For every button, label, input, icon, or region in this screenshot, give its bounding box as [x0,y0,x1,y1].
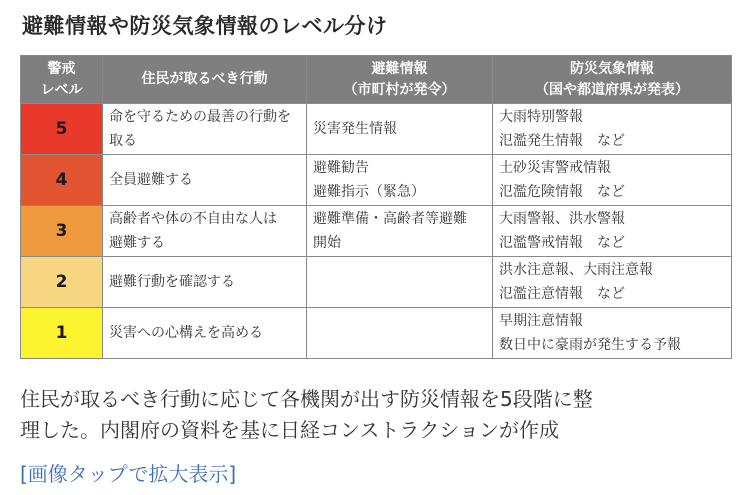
table-row-level-4 [21,155,732,206]
weather-info-line: 氾濫注意情報 など [499,286,625,302]
caption-line: 理した。内閣府の資料を基に日経コンストラクションが作成 [20,418,559,442]
evacuation-info-line: 開始 [313,235,341,251]
tap-to-enlarge-link[interactable]: [画像タップで拡大表示] [20,462,237,486]
figure-caption [20,384,732,446]
evacuation-info-line: 避難勧告 [313,160,369,176]
action-line: 命を守るための最善の行動を [109,109,291,125]
weather-info-line: 大雨特別警報 [499,109,583,125]
table-row-level-5 [21,104,732,155]
weather-info-cell [493,155,732,206]
evacuation-info-line: 災害発生情報 [313,121,397,137]
table-row-level-2 [21,257,732,308]
evacuation-info-line: 避難指示（緊急） [313,184,425,200]
header-evacuation-info-line1: 避難情報 [371,60,428,77]
level-5-cell: 5 [21,104,103,155]
action-cell [103,308,307,359]
weather-info-cell [493,206,732,257]
header-alert-level [21,56,103,104]
evacuation-info-cell [307,257,493,308]
weather-info-cell [493,257,732,308]
caption-line: 住民が取るべき行動に応じて各機関が出す防災情報を5段階に整 [20,387,593,411]
table-row-level-3 [21,206,732,257]
weather-info-line: 早期注意情報 [499,313,583,329]
evacuation-info-cell [307,206,493,257]
action-line: 全員避難する [109,172,193,188]
header-alert-level-line1: 警戒 [47,60,76,77]
action-cell [103,257,307,308]
weather-info-line: 数日中に豪雨が発生する予報 [499,337,681,353]
weather-info-cell [493,308,732,359]
weather-info-line: 氾濫発生情報 など [499,133,625,149]
header-weather-info [493,56,732,104]
level-2-cell: 2 [21,257,103,308]
weather-info-line: 大雨警報、洪水警報 [499,211,625,227]
evacuation-info-cell [307,104,493,155]
header-resident-action: 住民が取るべき行動 [103,56,307,104]
action-line: 避難する [109,235,165,251]
header-evacuation-info-line2: （市町村が発令） [343,81,456,98]
weather-info-line: 氾濫警戒情報 など [499,235,625,251]
weather-info-line: 洪水注意報、大雨注意報 [499,262,653,278]
action-cell [103,206,307,257]
weather-info-cell [493,104,732,155]
action-line: 避難行動を確認する [109,274,235,290]
evacuation-info-cell [307,308,493,359]
level-3-cell: 3 [21,206,103,257]
level-4-cell: 4 [21,155,103,206]
figure-title: 避難情報や防災気象情報のレベル分け [22,14,388,38]
header-evacuation-info [307,56,493,104]
evacuation-info-line: 避難準備・高齢者等避難 [313,211,467,227]
action-line: 高齢者や体の不自由な人は [109,211,277,227]
action-cell [103,155,307,206]
level-1-cell: 1 [21,308,103,359]
action-line: 災害への心構えを高める [109,325,263,341]
header-weather-info-line1: 防災気象情報 [570,60,654,77]
header-weather-info-line2: （国や都道府県が発表） [535,81,689,98]
header-alert-level-line2: レベル [40,81,83,98]
action-line: 取る [109,133,137,149]
weather-info-line: 土砂災害警戒情報 [499,160,611,176]
evacuation-info-cell [307,155,493,206]
table-row-level-1 [21,308,732,359]
weather-info-line: 氾濫危険情報 など [499,184,625,200]
action-cell [103,104,307,155]
evacuation-level-table[interactable] [20,55,732,359]
table-header-row [21,56,732,104]
